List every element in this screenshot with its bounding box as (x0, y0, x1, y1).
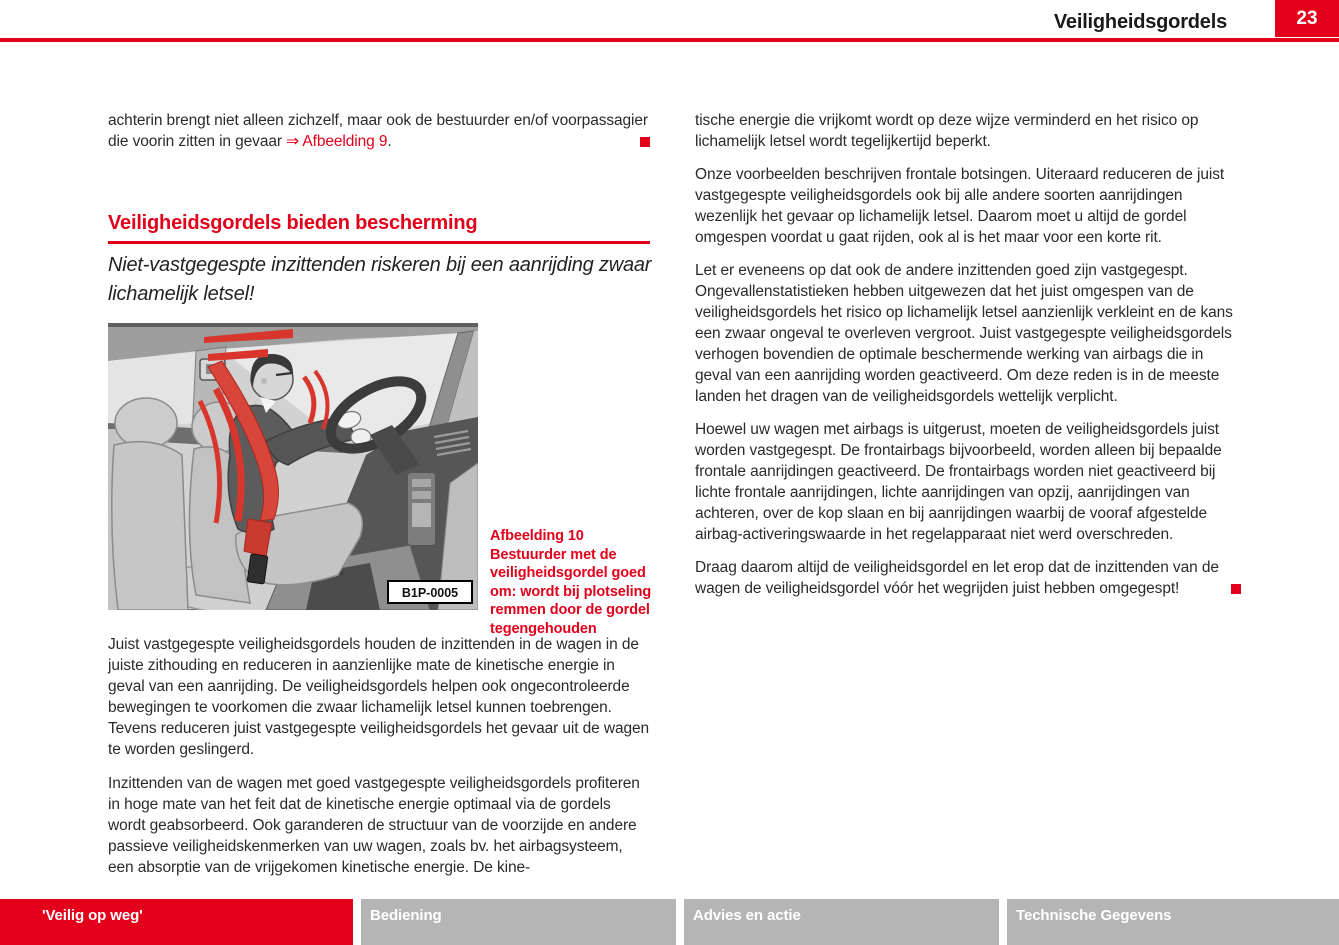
page-number-badge: 23 (1275, 0, 1339, 37)
figure-driver-seatbelt (108, 323, 478, 610)
footer-section-bar (0, 899, 1339, 945)
section-end-marker (640, 137, 650, 147)
intro-paragraph (108, 110, 650, 152)
footer-tab-advies-en-actie: Advies en actie (684, 899, 999, 945)
right-column (695, 110, 1241, 611)
body-paragraph: Inzittenden van de wagen met goed vastgegespte veiligheidsgordels profiteren in hoge mate van het feit dat de kinetische energie optimaal via de gordels wordt geabsorbeerd. Ook garanderen de structuur van de voorzijde en andere passieve veiligheidskenmerken van uw wagen, zoals bv. het airbagsysteem, een absorptie van de vrijgekomen kinetische energie. De kine- (108, 775, 640, 876)
intro-text: achterin brengt niet alleen zichzelf, maar ook de bestuurder en/of voorpassagier die voorin zitten in gevaar (108, 112, 648, 150)
section-heading: Veiligheidsgordels bieden bescherming (108, 212, 650, 244)
closing-text: Draag daarom altijd de veiligheidsgordel en let erop dat de inzittenden van de wagen de veiligheidsgordel vóór het wegrijden juist hebben omgegespt! (695, 559, 1219, 597)
figure-caption: Afbeelding 10 Bestuurder met de veiligheidsgordel goed om: wordt bij plotseling remmen door de gordel tegengehouden (490, 528, 652, 637)
body-paragraph (695, 557, 1241, 599)
figure-reference-link[interactable]: ⇒ Afbeelding 9 (286, 133, 388, 150)
intro-period: . (387, 133, 392, 150)
footer-tab-veilig-op-weg: 'Veilig op weg' (0, 899, 353, 945)
image-code: B1P-0005 (401, 586, 459, 600)
lead-sentence: Niet-vastgegespte inzittenden riskeren bij een aanrijding zwaar lichamelijk letsel! (108, 254, 652, 305)
footer-tab-bediening: Bediening (361, 899, 676, 945)
body-paragraph: Onze voorbeelden beschrijven frontale botsingen. Uiteraard reduceren de juist vastgegespte veiligheidsgordels ook bij alle andere soorten aanrijdingen wezenlijk het gevaar op lichamelijk letsel. Daarom moet u altijd de gordel omgespen voordat u gaat rijden, ook al is het maar voor een korte rit. (695, 166, 1225, 246)
section-end-marker (1231, 584, 1241, 594)
body-paragraph: Hoewel uw wagen met airbags is uitgerust, moeten de veiligheidsgordels juist worden vastgegespt. De frontairbags bijvoorbeeld, worden alleen bij bepaalde frontale aanrijdingen geactiveerd. De frontairbags worden niet geactiveerd bij lichte frontale aanrijdingen, lichte aanrijdingen van opzij, aanrijdingen van achteren, over de kop slaan en bij aanrijdingen waarbij de vooraf afgestelde airbag-activeringswaarde in het regelapparaat niet werd overschreden. (695, 421, 1222, 543)
car-interior-illustration (108, 323, 478, 610)
footer-tab-technische-gegevens: Technische Gegevens (1007, 899, 1339, 945)
page-title: Veiligheidsgordels (1053, 11, 1227, 33)
header-rule (0, 38, 1339, 42)
body-paragraph: Juist vastgegespte veiligheidsgordels houden de inzittenden in de wagen in de juiste zithouding en reduceren in aanzienlijke mate de kinetische energie in geval van een aanrijding. De veiligheidsgordels helpen ook ongecontroleerde bewegingen te voorkomen die zwaar lichamelijk letsel kunnen toebrengen. Tevens reduceren juist vastgegespte veiligheidsgordels het gevaar uit de wagen te worden geslingerd. (108, 636, 650, 758)
passenger-headrest (115, 398, 177, 448)
seatbelt-buckle (247, 554, 268, 584)
body-paragraph: tische energie die vrijkomt wordt op deze wijze verminderd en het risico op lichamelijk letsel wordt tegelijkertijd beperkt. (695, 112, 1199, 150)
body-paragraph: Let er eveneens op dat ook de andere inzittenden goed zijn vastgegespt. Ongevallenstatistieken hebben uitgewezen dat het juist omgespen van de veiligheidsgordels het risico op lichamelijk letsel aanzienlijk verkleint en de kans een zwaar ongeval te overleven vergroot. Juist vastgegespte veiligheidsgordels verhogen bovendien de optimale beschermende werking van airbags die in geval van een aanrijding worden geactiveerd. Om deze reden is in de meeste landen het dragen van de veiligheidsgordels wettelijk verplicht. (695, 262, 1233, 405)
